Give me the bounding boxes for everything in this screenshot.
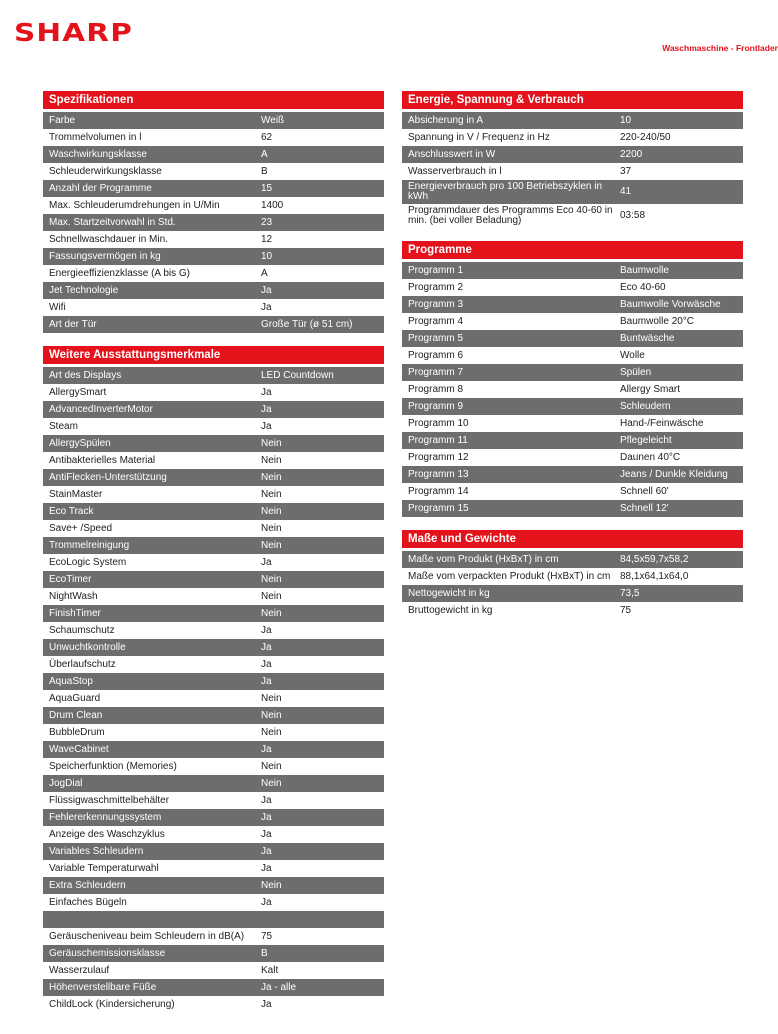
spec-value: Ja <box>261 420 272 432</box>
spec-label: JogDial <box>49 777 83 789</box>
spec-row <box>402 381 743 398</box>
spec-row <box>43 775 384 792</box>
spec-label: AdvancedInverterMotor <box>49 403 153 415</box>
spec-label: Geräuscheniveau beim Schleudern in dB(A) <box>49 930 245 942</box>
spec-row <box>43 163 384 180</box>
spec-value: Nein <box>261 437 282 449</box>
spec-row <box>43 911 384 928</box>
spec-value: Nein <box>261 692 282 704</box>
spec-label: Nettogewicht in kg <box>408 587 490 599</box>
spec-value: Weiß <box>261 114 285 126</box>
spec-row <box>43 435 384 452</box>
spec-row <box>43 452 384 469</box>
spec-label: StainMaster <box>49 488 103 500</box>
spec-label: Trommelreinigung <box>49 539 130 551</box>
spec-row <box>402 585 743 602</box>
spec-value: 10 <box>261 250 273 262</box>
spec-label: Eco Track <box>49 505 94 517</box>
spec-label: Anzahl der Programme <box>49 182 152 194</box>
spec-row <box>402 112 743 129</box>
section-masse <box>402 530 743 619</box>
spec-label: Max. Startzeitvorwahl in Std. <box>49 216 176 228</box>
spec-label: Energieeffizienzklasse (A bis G) <box>49 267 190 279</box>
spec-label: Schnellwaschdauer in Min. <box>49 233 168 245</box>
spec-label: Save+ /Speed <box>49 522 113 534</box>
spec-value: Nein <box>261 879 282 891</box>
spec-label: NightWash <box>49 590 98 602</box>
spec-value: Hand-/Feinwäsche <box>620 417 704 429</box>
spec-value: Nein <box>261 726 282 738</box>
spec-label: Programm 2 <box>408 281 464 293</box>
spec-value: Nein <box>261 590 282 602</box>
section-energie <box>402 91 743 228</box>
spec-value: 88,1x64,1x64,0 <box>620 570 689 582</box>
spec-row <box>43 741 384 758</box>
section-title: Weitere Ausstattungsmerkmale <box>43 346 384 364</box>
spec-label: Programm 3 <box>408 298 464 310</box>
spec-label: Farbe <box>49 114 76 126</box>
spec-row <box>43 248 384 265</box>
spec-label: Programm 8 <box>408 383 464 395</box>
spec-label: Überlaufschutz <box>49 658 116 670</box>
spec-value: Ja <box>261 386 272 398</box>
spec-row <box>43 214 384 231</box>
spec-value: Ja <box>261 658 272 670</box>
spec-label: Unwuchtkontrolle <box>49 641 126 653</box>
spec-label: Programm 13 <box>408 468 469 480</box>
spec-label: AntiFlecken-Unterstützung <box>49 471 167 483</box>
spec-row <box>43 129 384 146</box>
spec-label: AllergySmart <box>49 386 107 398</box>
spec-label: Art der Tür <box>49 318 97 330</box>
spec-row <box>402 296 743 313</box>
spec-value: 75 <box>261 930 273 942</box>
spec-row <box>402 180 743 204</box>
spec-value: Eco 40-60 <box>620 281 666 293</box>
spec-label: EcoLogic System <box>49 556 127 568</box>
spec-value: Ja <box>261 743 272 755</box>
spec-value: Ja <box>261 794 272 806</box>
spec-row <box>43 690 384 707</box>
spec-row <box>43 554 384 571</box>
spec-row <box>43 520 384 537</box>
spec-value: Ja <box>261 624 272 636</box>
spec-value: 23 <box>261 216 273 228</box>
spec-label: Programm 12 <box>408 451 469 463</box>
spec-row <box>43 639 384 656</box>
spec-row <box>43 877 384 894</box>
spec-value: Pflegeleicht <box>620 434 672 446</box>
spec-row <box>43 401 384 418</box>
spec-value: Nein <box>261 607 282 619</box>
spec-row <box>43 945 384 962</box>
spec-label: WaveCabinet <box>49 743 109 755</box>
spec-row <box>43 792 384 809</box>
spec-value: Nein <box>261 539 282 551</box>
spec-row <box>402 313 743 330</box>
spec-row <box>43 996 384 1013</box>
spec-label: Wasserzulauf <box>49 964 110 976</box>
spec-label: Jet Technologie <box>49 284 119 296</box>
spec-value: 37 <box>620 165 632 177</box>
spec-label: Max. Schleuderumdrehungen in U/Min <box>49 199 220 211</box>
spec-row <box>43 299 384 316</box>
spec-row <box>43 707 384 724</box>
sharp-logo: SHARP <box>14 18 134 47</box>
spec-value: Allergy Smart <box>620 383 681 395</box>
spec-row <box>43 724 384 741</box>
spec-row <box>402 449 743 466</box>
spec-row <box>402 163 743 180</box>
spec-value: A <box>261 148 268 160</box>
spec-row <box>43 571 384 588</box>
spec-value: Nein <box>261 573 282 585</box>
spec-row <box>43 605 384 622</box>
spec-value: Nein <box>261 505 282 517</box>
spec-row <box>43 809 384 826</box>
spec-label: Anschlusswert in W <box>408 148 496 160</box>
spec-row <box>43 962 384 979</box>
section-title: Energie, Spannung & Verbrauch <box>402 91 743 109</box>
spec-value: 73,5 <box>620 587 640 599</box>
document-type: Waschmaschine - Frontlader <box>662 43 778 53</box>
spec-value: 84,5x59,7x58,2 <box>620 553 689 565</box>
right-column <box>402 91 743 632</box>
spec-row <box>402 262 743 279</box>
spec-value: A <box>261 267 268 279</box>
spec-row <box>402 129 743 146</box>
spec-value: Ja <box>261 301 272 313</box>
spec-label: Flüssigwaschmittelbehälter <box>49 794 170 806</box>
spec-value: Große Tür (ø 51 cm) <box>261 318 353 330</box>
spec-label: AquaStop <box>49 675 93 687</box>
spec-row <box>43 622 384 639</box>
spec-row <box>402 347 743 364</box>
spec-value: Ja - alle <box>261 981 297 993</box>
spec-row <box>402 466 743 483</box>
spec-value: 1400 <box>261 199 284 211</box>
spec-value: 41 <box>620 186 632 197</box>
spec-label: Bruttogewicht in kg <box>408 604 493 616</box>
spec-row <box>402 279 743 296</box>
spec-label: Antibakterielles Material <box>49 454 156 466</box>
spec-row <box>402 364 743 381</box>
spec-value: Nein <box>261 454 282 466</box>
spec-label: BubbleDrum <box>49 726 105 738</box>
spec-label: Programm 10 <box>408 417 469 429</box>
spec-row <box>402 551 743 568</box>
spec-value: Nein <box>261 522 282 534</box>
spec-label: Schaumschutz <box>49 624 115 636</box>
spec-row <box>43 673 384 690</box>
spec-row <box>43 112 384 129</box>
spec-row <box>43 282 384 299</box>
spec-value: Ja <box>261 811 272 823</box>
spec-value: Ja <box>261 284 272 296</box>
section-title: Maße und Gewichte <box>402 530 743 548</box>
spec-value: Nein <box>261 760 282 772</box>
spec-row <box>43 231 384 248</box>
spec-row <box>43 146 384 163</box>
section-ausstattung <box>43 346 384 1013</box>
section-title: Programme <box>402 241 743 259</box>
spec-label: Programm 9 <box>408 400 464 412</box>
spec-label: Anzeige des Waschzyklus <box>49 828 165 840</box>
spec-label: Absicherung in A <box>408 114 484 126</box>
spec-value: Ja <box>261 998 272 1010</box>
spec-value: Ja <box>261 556 272 568</box>
spec-label: ChildLock (Kindersicherung) <box>49 998 175 1010</box>
spec-row <box>43 180 384 197</box>
spec-value: 12 <box>261 233 273 245</box>
spec-value: Ja <box>261 845 272 857</box>
spec-row <box>43 894 384 911</box>
spec-value: Nein <box>261 471 282 483</box>
spec-label: Maße vom Produkt (HxBxT) in cm <box>408 553 559 565</box>
spec-row <box>43 367 384 384</box>
spec-label: Fehlererkennungssystem <box>49 811 162 823</box>
section-spezifikationen <box>43 91 384 333</box>
spec-row <box>402 330 743 347</box>
spec-row <box>43 503 384 520</box>
spec-label: FinishTimer <box>49 607 101 619</box>
spec-value: Ja <box>261 896 272 908</box>
spec-value: 75 <box>620 604 632 616</box>
spec-value: 03:58 <box>620 210 646 221</box>
spec-value: Nein <box>261 488 282 500</box>
spec-value: LED Countdown <box>261 369 334 381</box>
spec-row <box>402 602 743 619</box>
spec-label: Einfaches Bügeln <box>49 896 127 908</box>
spec-value: Kalt <box>261 964 279 976</box>
spec-row <box>43 826 384 843</box>
spec-row <box>43 486 384 503</box>
spec-row <box>402 568 743 585</box>
spec-row <box>43 469 384 486</box>
spec-label: Fassungsvermögen in kg <box>49 250 161 262</box>
section-title: Spezifikationen <box>43 91 384 109</box>
spec-label: AquaGuard <box>49 692 101 704</box>
spec-row <box>402 483 743 500</box>
spec-row <box>402 146 743 163</box>
spec-row <box>43 588 384 605</box>
spec-row <box>43 928 384 945</box>
spec-row <box>402 204 743 228</box>
spec-label: Programm 5 <box>408 332 464 344</box>
spec-value: Schleudern <box>620 400 671 412</box>
spec-row <box>43 316 384 333</box>
spec-value: 62 <box>261 131 273 143</box>
spec-label: Programm 4 <box>408 315 464 327</box>
spec-value: Nein <box>261 709 282 721</box>
spec-label: Programm 7 <box>408 366 464 378</box>
spec-label: Wasserverbrauch in l <box>408 165 502 177</box>
spec-label: Waschwirkungsklasse <box>49 148 147 160</box>
spec-row <box>43 197 384 214</box>
spec-value: Ja <box>261 641 272 653</box>
spec-label: Programm 6 <box>408 349 464 361</box>
spec-row <box>402 500 743 517</box>
spec-row <box>43 860 384 877</box>
spec-label: Programm 11 <box>408 434 468 446</box>
spec-value: 15 <box>261 182 273 194</box>
spec-value: Jeans / Dunkle Kleidung <box>620 468 728 480</box>
spec-label: Programm 14 <box>408 485 469 497</box>
spec-row <box>43 758 384 775</box>
spec-row <box>43 418 384 435</box>
spec-value: B <box>261 947 268 959</box>
spec-label: Programmdauer des Programms Eco 40-60 in min. (bei voller Beladung) <box>408 205 613 226</box>
spec-label: Höhenverstellbare Füße <box>49 981 157 993</box>
spec-row <box>43 537 384 554</box>
spec-label: Spannung in V / Frequenz in Hz <box>408 131 550 143</box>
spec-row <box>43 384 384 401</box>
section-programme <box>402 241 743 517</box>
spec-label: Speicherfunktion (Memories) <box>49 760 177 772</box>
spec-label: Schleuderwirkungsklasse <box>49 165 162 177</box>
spec-value: 10 <box>620 114 632 126</box>
spec-label: Drum Clean <box>49 709 103 721</box>
spec-value: Baumwolle <box>620 264 669 276</box>
spec-value: Buntwäsche <box>620 332 675 344</box>
spec-label: Trommelvolumen in l <box>49 131 142 143</box>
spec-label: Wifi <box>49 301 66 313</box>
spec-label: Geräuschemissionsklasse <box>49 947 166 959</box>
spec-label: Extra Schleudern <box>49 879 126 891</box>
spec-value: 2200 <box>620 148 643 160</box>
spec-row <box>402 398 743 415</box>
spec-row <box>402 432 743 449</box>
spec-label: Programm 15 <box>408 502 469 514</box>
spec-value: Baumwolle Vorwäsche <box>620 298 721 310</box>
spec-label: Steam <box>49 420 78 432</box>
spec-label: Variables Schleudern <box>49 845 144 857</box>
spec-value: Ja <box>261 862 272 874</box>
spec-value: 220-240/50 <box>620 131 671 143</box>
spec-label: Variable Temperaturwahl <box>49 862 159 874</box>
spec-value: Wolle <box>620 349 645 361</box>
spec-row <box>43 979 384 996</box>
spec-label: AllergySpülen <box>49 437 111 449</box>
spec-row <box>43 843 384 860</box>
spec-value: Ja <box>261 675 272 687</box>
spec-value: Schnell 12' <box>620 502 669 514</box>
spec-value: Spülen <box>620 366 652 378</box>
spec-label: Art des Displays <box>49 369 122 381</box>
spec-value: Daunen 40°C <box>620 451 681 463</box>
spec-label: Programm 1 <box>408 264 464 276</box>
spec-label: EcoTimer <box>49 573 92 585</box>
left-column <box>43 91 384 1026</box>
spec-value: Ja <box>261 403 272 415</box>
spec-row <box>43 656 384 673</box>
spec-value: Baumwolle 20°C <box>620 315 695 327</box>
spec-label: Energieverbrauch pro 100 Betriebszyklen in kWh <box>408 181 602 202</box>
spec-value: Nein <box>261 777 282 789</box>
spec-value: B <box>261 165 268 177</box>
spec-label: Maße vom verpackten Produkt (HxBxT) in cm <box>408 570 611 582</box>
spec-row <box>43 265 384 282</box>
spec-value: Ja <box>261 828 272 840</box>
spec-row <box>402 415 743 432</box>
spec-value: Schnell 60' <box>620 485 669 497</box>
